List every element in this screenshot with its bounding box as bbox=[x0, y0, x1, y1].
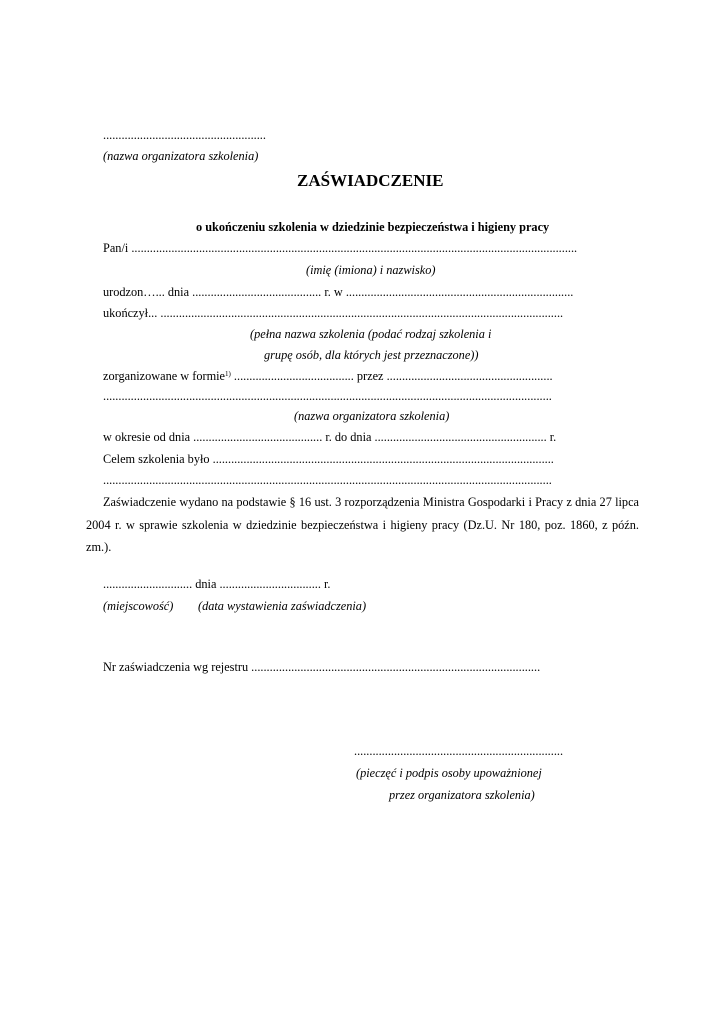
place-caption: (miejscowość) bbox=[103, 599, 174, 613]
completed-line: ukończył... ................................................................................................................................... bbox=[103, 306, 564, 320]
signature-caption-1: (pieczęć i podpis osoby upoważnionej bbox=[356, 766, 542, 780]
footnote-marker: 1) bbox=[225, 370, 231, 378]
organizer-name-caption: (nazwa organizatora szkolenia) bbox=[294, 409, 450, 423]
issue-date-caption: (data wystawienia zaświadczenia) bbox=[198, 599, 367, 613]
training-name-caption-2: grupę osób, dla których jest przeznaczone)) bbox=[264, 348, 479, 362]
signature-caption-2: przez organizatora szkolenia) bbox=[389, 788, 535, 802]
organized-form-label: zorganizowane w formie bbox=[103, 369, 226, 383]
training-name-caption-1: (pełna nazwa szkolenia (podać rodzaj szkolenia i bbox=[250, 327, 492, 341]
organizer-dots: ..................................................... bbox=[103, 128, 266, 142]
legal-basis-paragraph: Zaświadczenie wydano na podstawie § 16 ust. 3 rozporządzenia Ministra Gospodarki i Pracy z dnia 27 lipca 2004 r. w sprawie szkolenia w dziedzinie bezpieczeństwa i higieny pracy (Dz.U. Nr 180, poz. 1860, z późn. zm.). bbox=[86, 495, 639, 555]
document-subtitle: o ukończeniu szkolenia w dziedzinie bezpieczeństwa i higieny pracy bbox=[196, 220, 550, 234]
organizer-caption: (nazwa organizatora szkolenia) bbox=[103, 149, 259, 163]
purpose-line: Celem szkolenia było ............................................................................................................... bbox=[103, 452, 554, 466]
organizer-dots-line: .................................................................................................................................................. bbox=[103, 389, 552, 403]
organized-form-rest: ....................................... przez ...................................................... bbox=[230, 369, 553, 383]
person-name-line: Pan/i ................................................................................................................................................. bbox=[103, 241, 578, 255]
birth-line: urodzon…... dnia .......................................... r. w .......................................................................... bbox=[103, 285, 574, 299]
document-title: ZAŚWIADCZENIE bbox=[297, 171, 444, 190]
registry-number-line: Nr zaświadczenia wg rejestru .............................................................................................. bbox=[103, 660, 541, 674]
purpose-dots-line: .................................................................................................................................................. bbox=[103, 473, 552, 487]
organized-form-line bbox=[103, 370, 553, 382]
place-date-line: ............................. dnia ................................. r. bbox=[103, 577, 331, 591]
period-line: w okresie od dnia .......................................... r. do dnia ........................................................ r. bbox=[103, 430, 557, 444]
signature-dots: .................................................................... bbox=[354, 744, 564, 758]
person-name-caption: (imię (imiona) i nazwisko) bbox=[306, 263, 436, 277]
